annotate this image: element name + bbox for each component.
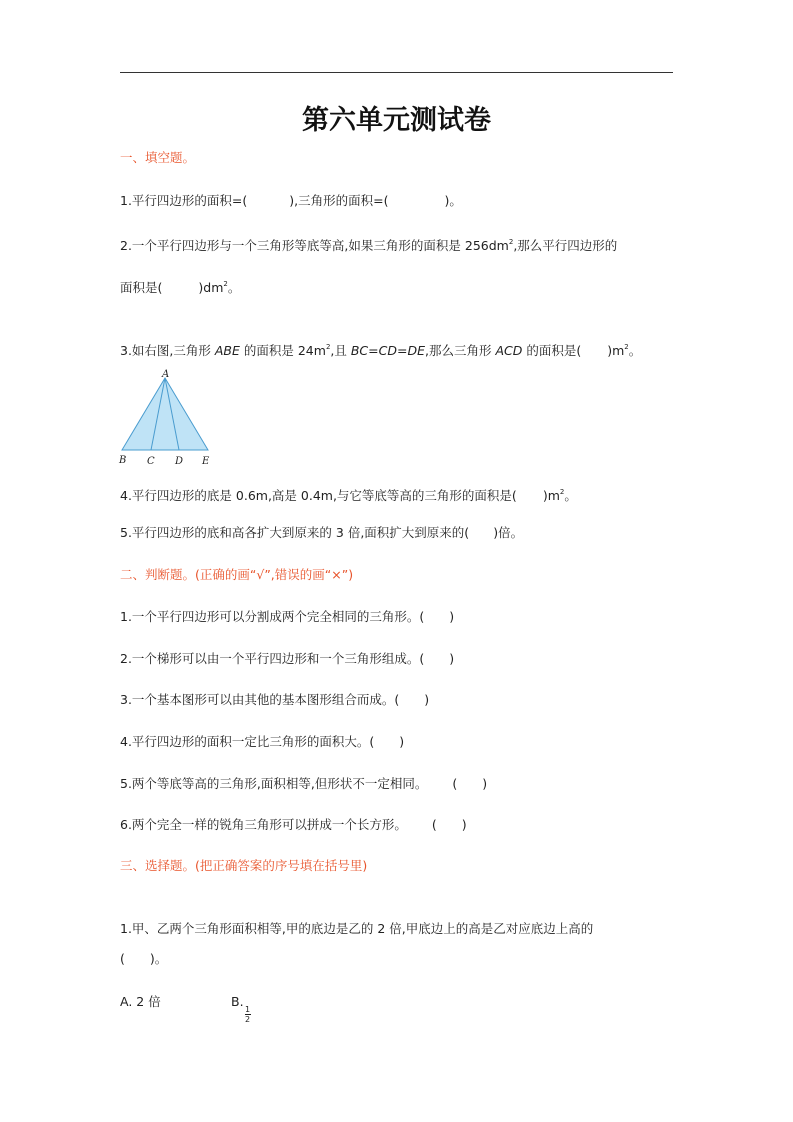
fraction-one-half: $\frac{1}{2}$: [245, 1005, 251, 1024]
fill-question-5: 5.平行四边形的底和高各扩大到原来的 3 倍,面积扩大到原来的( )倍。: [120, 525, 524, 540]
label-d: D: [175, 456, 184, 467]
judge-question-6: 6.两个完全一样的锐角三角形可以拼成一个长方形。 ( ): [120, 817, 467, 832]
judge-question-3: 3.一个基本图形可以由其他的基本图形组合而成。( ): [120, 692, 430, 707]
label-a: A: [162, 369, 170, 380]
choice-option-b: B. $\frac{1}{2}$: [231, 994, 251, 1024]
fill-question-1: 1.平行四边形的面积=( ),三角形的面积=( )。: [120, 193, 462, 208]
triangle-figure: [116, 368, 216, 470]
section-multiple-choice: 三、选择题。(把正确答案的序号填在括号里): [120, 858, 368, 873]
judge-question-1: 1.一个平行四边形可以分割成两个完全相同的三角形。( ): [120, 609, 455, 624]
choice-question-1: 1.甲、乙两个三角形面积相等,甲的底边是乙的 2 倍,甲底边上的高是乙对应底边上高的: [120, 921, 594, 936]
judge-question-2: 2.一个梯形可以由一个平行四边形和一个三角形组成。( ): [120, 651, 455, 666]
section-true-false: 二、判断题。(正确的画“√”,错误的画“×”): [120, 567, 354, 582]
label-c: C: [147, 456, 155, 467]
judge-question-5: 5.两个等底等高的三角形,面积相等,但形状不一定相同。 ( ): [120, 776, 488, 791]
fill-question-2-cont: 面积是( )$dm^2$。: [120, 280, 241, 295]
page-title: 第六单元测试卷: [302, 105, 491, 136]
triangle-abe: [122, 378, 208, 450]
choice-option-a: A. 2 倍: [120, 994, 161, 1009]
section-fill-blank: 一、填空题。: [120, 150, 196, 165]
fill-question-4: 4.平行四边形的底是 0.6m,高是 0.4m,与它等底等高的三角形的面积是( )$m^2$。: [120, 488, 577, 503]
fill-question-2: 2.一个平行四边形与一个三角形等底等高,如果三角形的面积是 $256dm^2$,那么平行四边形的: [120, 238, 618, 253]
top-rule: [120, 72, 673, 73]
fill-question-3: 3.如右图,三角形 ABE 的面积是 $24m^2$,且 BC=CD=DE,那么三角形 ACD 的面积是( )$m^2$。: [120, 343, 642, 358]
judge-question-4: 4.平行四边形的面积一定比三角形的面积大。( ): [120, 734, 405, 749]
label-b: B: [119, 455, 127, 466]
choice-question-1-cont: ( )。: [120, 951, 168, 966]
label-e: E: [202, 456, 210, 467]
